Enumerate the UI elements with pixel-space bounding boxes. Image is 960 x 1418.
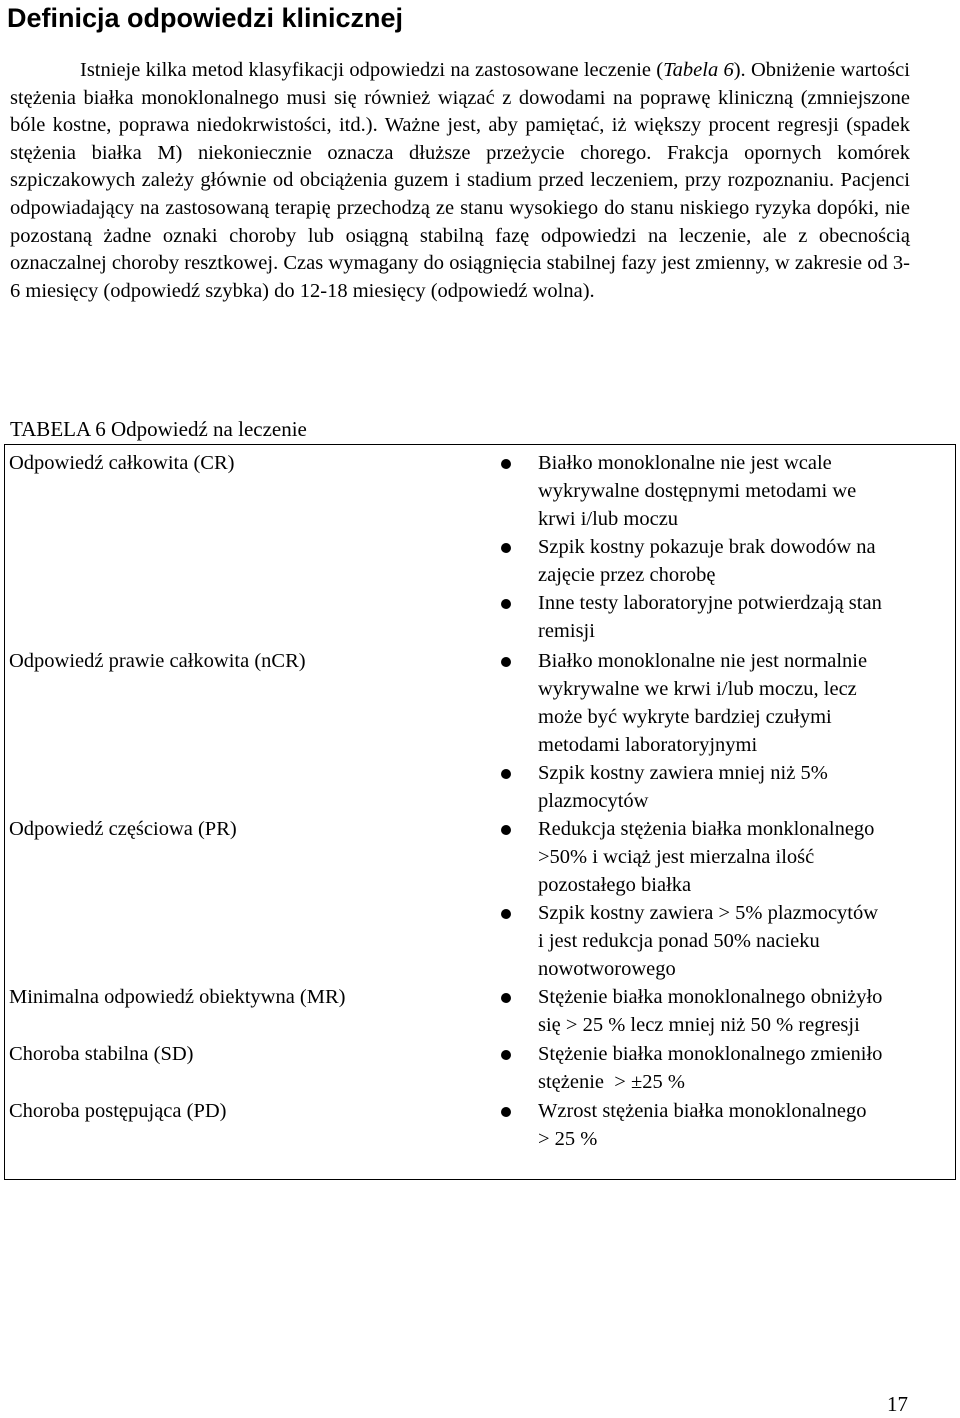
bullet-icon xyxy=(501,1107,511,1117)
criteria-line: plazmocytów xyxy=(538,790,649,812)
criteria-line: Białko monoklonalne nie jest normalnie xyxy=(538,650,868,672)
criteria-item xyxy=(538,1097,948,1153)
paragraph-part-1: Istnieje kilka metod klasyfikacji odpowiedzi na zastosowane leczenie ( xyxy=(80,59,664,81)
paragraph-part-3: Pacjenci odpowiadający na zastosowaną terapię przechodzą ze stanu wysokiego do stanu niskiego ryzyka dopóki, nie pozostaną żadne oznaki choroby lub osiągną stabilną fazę odpowiedzi na leczenie, ale z obecnością oznaczalnej choroby resztkowej. Czas wymagany do osiągnięcia stabilnej fazy jest zmienny, w zakresie od 3-6 miesięcy (odpowiedź szybka) do 12-18 miesięcy (odpowiedź wolna). xyxy=(10,169,910,302)
criteria-line: Szpik kostny zawiera mniej niż 5% xyxy=(538,762,828,784)
criteria-line: metodami laboratoryjnymi xyxy=(538,734,758,756)
bullet-icon xyxy=(501,599,511,609)
criteria-line: krwi i/lub moczu xyxy=(538,508,679,530)
bullet-icon xyxy=(501,993,511,1003)
criteria-line: wykrywalne we krwi i/lub moczu, lecz xyxy=(538,678,857,700)
response-table xyxy=(4,444,956,1180)
bullet-icon xyxy=(501,657,511,667)
criteria-item xyxy=(538,983,948,1039)
criteria-item xyxy=(538,589,948,645)
bullet-icon xyxy=(501,769,511,779)
table-reference: Tabela 6 xyxy=(663,59,734,81)
criteria-line: Białko monoklonalne nie jest wcale xyxy=(538,452,832,474)
bullet-icon xyxy=(501,543,511,553)
page-number: 17 xyxy=(887,1392,908,1416)
criteria-item xyxy=(538,1040,948,1096)
table-caption: TABELA 6 Odpowiedź na leczenie xyxy=(10,417,307,441)
criteria-line: Stężenie białka monoklonalnego obniżyło xyxy=(538,986,883,1008)
body-paragraph xyxy=(10,57,910,305)
criteria-line: Szpik kostny zawiera > 5% plazmocytów xyxy=(538,902,879,924)
criteria-item xyxy=(538,899,948,983)
bullet-icon xyxy=(501,825,511,835)
bullet-icon xyxy=(501,1050,511,1060)
criteria-item xyxy=(538,759,948,815)
response-category: Odpowiedź częściowa (PR) xyxy=(9,818,237,840)
bullet-icon xyxy=(501,459,511,469)
criteria-line: nowotworowego xyxy=(538,958,676,980)
criteria-line: pozostałego białka xyxy=(538,874,692,896)
section-heading: Definicja odpowiedzi klinicznej xyxy=(7,3,404,33)
criteria-line: Stężenie białka monoklonalnego zmieniło xyxy=(538,1043,883,1065)
paragraph-part-2: ). Obniżenie wartości stężenia białka monoklonalnego musi się również wiązać z dowodami na poprawę kliniczną (zmniejszone bóle kostne, poprawa niedokrwistości, itd.). Ważne jest, aby pamiętać, iż większy procent regresji (spadek stężenia białka M) niekoniecznie oznacza dłuższe przeżycie chorego. Frakcja opornych komórek szpiczakowych zależy głównie od obciążenia guzem i stadium przed leczeniem, przy rozpoznaniu. xyxy=(10,59,910,192)
criteria-item xyxy=(538,449,948,533)
response-category: Odpowiedź prawie całkowita (nCR) xyxy=(9,650,306,672)
criteria-line: może być wykryte bardziej czułymi xyxy=(538,706,832,728)
criteria-line: się > 25 % lecz mniej niż 50 % regresji xyxy=(538,1014,860,1036)
criteria-line: Szpik kostny pokazuje brak dowodów na xyxy=(538,536,876,558)
criteria-line: remisji xyxy=(538,620,595,642)
response-category: Odpowiedź całkowita (CR) xyxy=(9,452,235,474)
criteria-line: i jest redukcja ponad 50% nacieku xyxy=(538,930,820,952)
criteria-line: > 25 % xyxy=(538,1128,598,1150)
criteria-line: stężenie > ±25 % xyxy=(538,1071,685,1093)
bullet-icon xyxy=(501,909,511,919)
response-category: Choroba postępująca (PD) xyxy=(9,1100,227,1122)
criteria-line: Redukcja stężenia białka monklonalnego xyxy=(538,818,875,840)
criteria-item xyxy=(538,533,948,589)
criteria-line: zajęcie przez chorobę xyxy=(538,564,716,586)
response-category: Minimalna odpowiedź obiektywna (MR) xyxy=(9,986,346,1008)
criteria-line: wykrywalne dostępnymi metodami we xyxy=(538,480,857,502)
criteria-line: Inne testy laboratoryjne potwierdzają stan xyxy=(538,592,882,614)
criteria-item xyxy=(538,647,948,759)
criteria-line: Wzrost stężenia białka monoklonalnego xyxy=(538,1100,867,1122)
response-category: Choroba stabilna (SD) xyxy=(9,1043,194,1065)
criteria-line: >50% i wciąż jest mierzalna ilość xyxy=(538,846,815,868)
criteria-item xyxy=(538,815,948,899)
